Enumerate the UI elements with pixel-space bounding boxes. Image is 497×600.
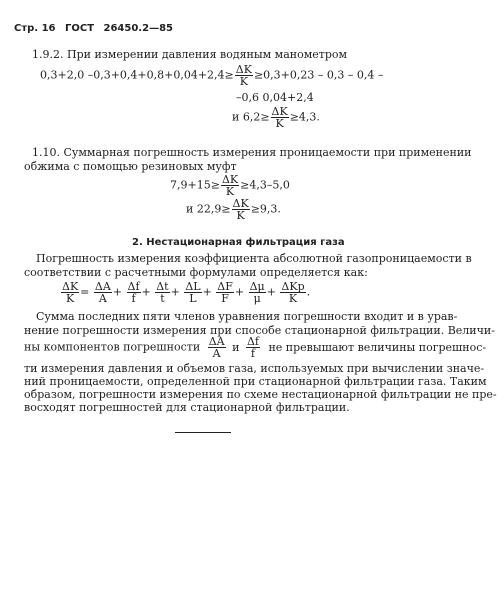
fraction-dK-K: $\frac{\Delta K}{K}$ (221, 173, 239, 198)
fraction-dL-L: $\frac{\Delta L}{L}$ (185, 280, 201, 305)
standard-code: 26450.2—85 (103, 23, 173, 34)
section2-p1-line1: Погрешность измерения коэффициента абсолютной газопроницаемости в (36, 252, 472, 265)
fraction-dK-K: $\frac{\Delta K}{K}$ (235, 63, 252, 88)
item-110-eq2: и 22,9≥ $\frac{\Delta K}{K}$ ≥9,3. (186, 197, 281, 222)
page-number: Стр. 16 (14, 23, 56, 34)
fraction-dKp-K: $\frac{\text{ΔKр}}{K}$ (281, 280, 305, 305)
section2-p2-line5: ний проницаемости, определенной при стационарной фильтрации газа. Таким (24, 375, 487, 388)
fraction-dA-A: $\frac{\Delta A}{A}$ (208, 335, 225, 360)
section2-p2-line4: ти измерения давления и объемов газа, используемых при вычислении значе- (24, 362, 485, 375)
fraction-dt-t: $\frac{\Delta t}{t}$ (156, 280, 169, 305)
item-192-eq3: и 6,2≥ $\frac{\Delta K}{K}$ ≥4,3. (232, 105, 320, 130)
item-192-intro: 1.9.2. При измерении давления водяным манометром (32, 48, 348, 61)
item-110-line1: 1.10. Суммарная погрешность измерения проницаемости при применении (32, 146, 472, 159)
fraction-dF-F: $\frac{\Delta F}{F}$ (217, 280, 233, 305)
page-header (14, 22, 173, 35)
standard-label: ГОСТ (64, 23, 95, 34)
item-110-eq1: 7,9+15≥ $\frac{\Delta K}{K}$ ≥4,3–5,0 (170, 173, 290, 198)
section2-p1-line2: соответствии с расчетными формулами определяется как: (24, 266, 368, 279)
fraction-dfl-fl: $\frac{\Delta f}{f}$ (246, 335, 259, 360)
section2-p2-line1: Сумма последних пяти членов уравнения погрешности входит и в урав- (36, 310, 458, 323)
item-110-line2: обжима с помощью резиновых муфт (24, 160, 237, 173)
fraction-dfl-fl: $\frac{\Delta f}{f}$ (127, 280, 140, 305)
section2-p2-line2: нение погрешности измерения при способе стационарной фильтрации. Величи- (24, 324, 495, 337)
fraction-dK-K: $\frac{\Delta K}{K}$ (62, 280, 79, 305)
section2-p2-line3: ны компонентов погрешности $\frac{\Delta A}{A}$ и $\frac{\Delta f}{f}$ не превышают величины погрешнос- (24, 335, 487, 360)
eq1-left: 0,3+2,0 –0,3+0,4+0,8+0,04+2,4≥ (40, 68, 234, 82)
fraction-dK-K: $\frac{\Delta K}{K}$ (271, 105, 288, 130)
item-192-eq1 (40, 64, 383, 87)
fraction-dA-A: $\frac{\Delta A}{A}$ (94, 280, 111, 305)
item-192-eq2: –0,6 0,04+2,4 (236, 91, 314, 104)
eq1-right: ≥0,3+0,23 – 0,3 – 0,4 – (253, 68, 384, 82)
section2-p2-line6: образом, погрешности измерения по схеме нестационарной фильтрации не пре- (24, 388, 497, 401)
fraction-dmu-mu: $\frac{\Delta\mu}{\mu}$ (249, 280, 265, 305)
end-rule (175, 432, 231, 433)
section-heading: 2. Нестационарная фильтрация газа (132, 237, 345, 248)
error-equation: $\frac{\Delta K}{K}$ = $\frac{\Delta A}{A}$ + $\frac{\Delta f}{f}$ + $\frac{\Delta t}{t}$ + $\frac{\Delta L}{L}$ + $\frac{\Delta F}{F}$ + $\frac{\Delta\mu}{\mu}$ + $\frac{\text{ΔKр}}{K}$ . (62, 280, 311, 305)
fraction-dK-K: $\frac{\Delta K}{K}$ (232, 197, 249, 222)
section2-p2-line7: восходят погрешностей для стационарной фильтрации. (24, 401, 350, 414)
